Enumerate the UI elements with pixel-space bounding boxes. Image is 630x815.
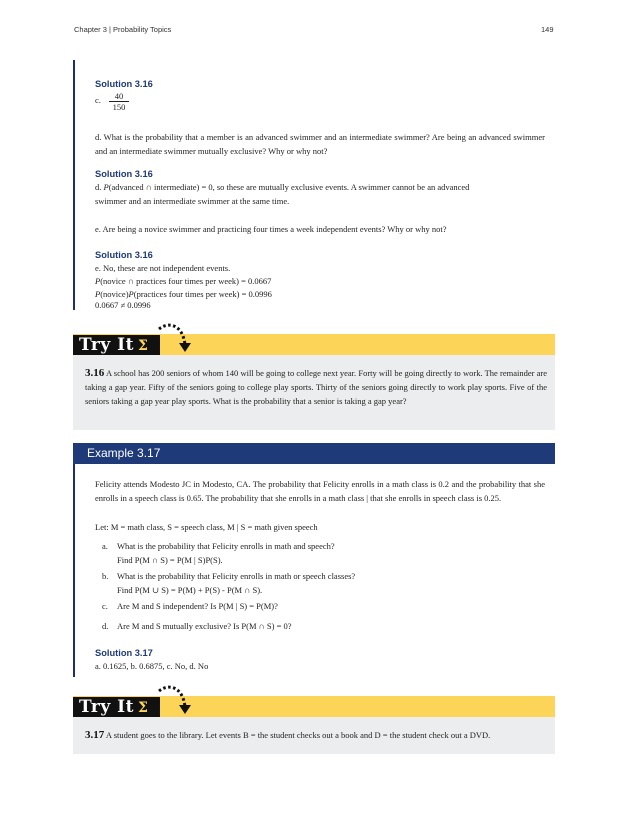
try-it-text-1: 3.16 A school has 200 seniors of whom 140 will be going to college next year. Forty will be going directly to work. The remainder are taking a gap year. Fifty of the seniors going to college play sports. Thirty of the seniors going directly to work play sports. Five of the seniors taking a gap year play sports. What is the probability that a senior is taking a gap year? (85, 367, 547, 406)
lightning-icon: Σ (137, 700, 149, 716)
solution-heading-c: Solution 3.16 (95, 79, 153, 89)
example-solution-heading: Solution 3.17 (95, 648, 153, 658)
item-a-text: What is the probability that Felicity enrolls in math and speech? Find P(M ∩ S) = P(M | S)P(S). (117, 541, 335, 565)
fraction-denominator: 150 (112, 102, 126, 112)
solution-e-line2: P(novice ∩ practices four times per week) = 0.0667 (95, 276, 272, 286)
item-b-label: b. (102, 571, 109, 581)
solution-heading-e: Solution 3.16 (95, 250, 153, 260)
item-c-text: Are M and S independent? Is P(M | S) = P(M)? (117, 601, 278, 611)
example-solution-text: a. 0.1625, b. 0.6875, c. No, d. No (95, 661, 209, 671)
curved-arrow-icon (157, 683, 191, 717)
solution-d-line1: d. P(advanced ∩ intermediate) = 0, so these are mutually exclusive events. A swimmer cannot be an advanced (95, 182, 470, 192)
fraction-numerator: 40 (109, 91, 129, 102)
item-a-label: a. (102, 541, 108, 551)
try-it-body-1 (73, 355, 555, 430)
question-d: d. What is the probability that a member is an advanced swimmer and an intermediate swimmer? Are being an advanced swimmer and an intermediate swimmer mutually exclusive? Why or why not? (95, 132, 545, 156)
example-intro: Felicity attends Modesto JC in Modesto, CA. The probability that Felicity enrolls in a math class is 0.2 and the probability that she enrolls in a speech class is 0.65. The probability that she enrolls in a math class | that she enrolls in speech class is 0.25. (95, 479, 545, 503)
solution-e-line4: 0.0667 ≠ 0.0996 (95, 300, 151, 310)
item-d-text: Are M and S mutually exclusive? Is P(M ∩ S) = 0? (117, 621, 292, 631)
try-it-banner-2 (73, 696, 555, 717)
solutions-block (73, 60, 557, 310)
item-c-label: c. (102, 601, 108, 611)
try-it-banner-1 (73, 334, 555, 355)
question-e: e. Are being a novice swimmer and practicing four times a week independent events? Why or why not? (95, 224, 447, 234)
solution-e-line3: P(novice)P(practices four times per week) = 0.0996 (95, 289, 272, 299)
solution-c-label: c. (95, 95, 101, 105)
lightning-icon: Σ (137, 338, 149, 354)
solution-heading-d: Solution 3.16 (95, 169, 153, 179)
example-let-line: Let: M = math class, S = speech class, M | S = math given speech (95, 522, 318, 532)
solution-c-fraction (109, 91, 129, 113)
try-it-body-2 (73, 717, 555, 754)
solution-d-line2: swimmer and an intermediate swimmer at the same time. (95, 196, 290, 206)
try-it-tab-2: Try It Σ (73, 697, 160, 717)
solution-e-line1: e. No, these are not independent events. (95, 263, 231, 273)
item-b-text: What is the probability that Felicity enrolls in math or speech classes? Find P(M ∪ S) = P(M) + P(S) - P(M ∩ S). (117, 571, 356, 595)
example-title-bar: Example 3.17 (73, 443, 555, 464)
try-it-text-2: 3.17 A student goes to the library. Let events B = the student checks out a book and D = the student check out a DVD. (85, 729, 491, 741)
page-number: 149 (541, 25, 554, 34)
try-it-tab-1: Try It Σ (73, 335, 160, 355)
curved-arrow-icon (157, 321, 191, 355)
example-block (73, 464, 557, 677)
item-d-label: d. (102, 621, 109, 631)
chapter-header: Chapter 3 | Probability Topics (74, 25, 172, 34)
